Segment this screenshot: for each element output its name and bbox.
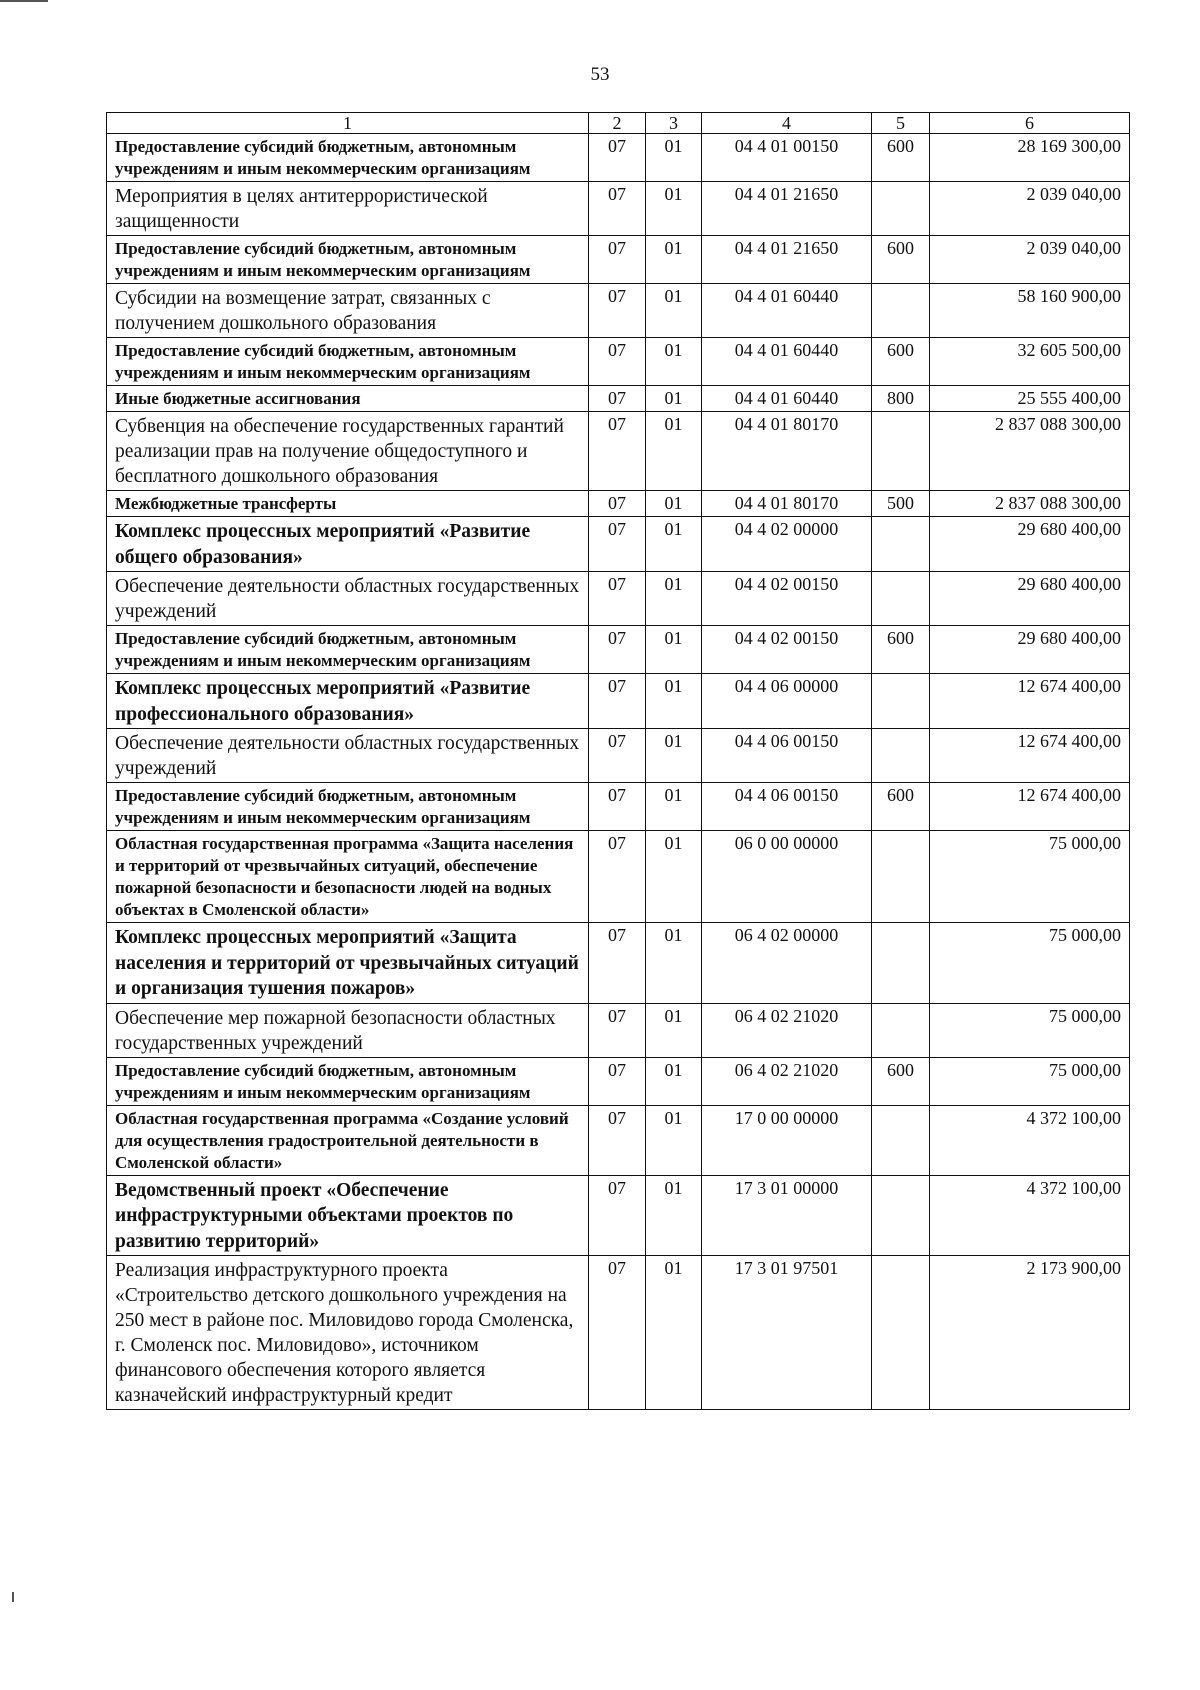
row-target-article-cell: 06 4 02 21020: [702, 1057, 872, 1105]
row-subsection-cell: 01: [646, 729, 702, 783]
row-section-cell: 07: [589, 517, 646, 572]
column-header-4: 4: [702, 113, 872, 134]
scan-edge-mark: [12, 1592, 14, 1602]
row-name-cell: Мероприятия в целях антитеррористической защищенности: [107, 182, 589, 236]
row-expense-type-cell: [872, 182, 930, 236]
row-name-cell: Субсидии на возмещение затрат, связанных с получением дошкольного образования: [107, 284, 589, 338]
table-row: [107, 412, 1130, 491]
row-amount-cell: 2 837 088 300,00: [930, 491, 1130, 517]
row-target-article-cell: 04 4 02 00150: [702, 572, 872, 626]
row-target-article-cell: 06 4 02 21020: [702, 1003, 872, 1057]
row-name-cell: Межбюджетные трансферты: [107, 491, 589, 517]
row-amount-cell: 75 000,00: [930, 923, 1130, 1004]
table-row: [107, 674, 1130, 729]
row-expense-type-cell: 600: [872, 236, 930, 284]
row-name-cell: Предоставление субсидий бюджетным, автономным учреждениям и иным некоммерческим организациям: [107, 626, 589, 674]
row-name-cell: Предоставление субсидий бюджетным, автономным учреждениям и иным некоммерческим организациям: [107, 1057, 589, 1105]
row-target-article-cell: 17 0 00 00000: [702, 1105, 872, 1175]
row-name-cell: Областная государственная программа «Защита населения и территорий от чрезвычайных ситуаций, обеспечение пожарной безопасности и безопасности людей на водных объектах в Смоленской области»: [107, 831, 589, 923]
table-header-row: [107, 113, 1130, 134]
row-section-cell: 07: [589, 338, 646, 386]
table-row: [107, 182, 1130, 236]
row-subsection-cell: 01: [646, 134, 702, 182]
row-name-cell: Обеспечение деятельности областных государственных учреждений: [107, 729, 589, 783]
row-amount-cell: 75 000,00: [930, 1003, 1130, 1057]
row-section-cell: 07: [589, 923, 646, 1004]
row-section-cell: 07: [589, 182, 646, 236]
row-expense-type-cell: 500: [872, 491, 930, 517]
row-amount-cell: 29 680 400,00: [930, 572, 1130, 626]
row-section-cell: 07: [589, 626, 646, 674]
table-body: [107, 134, 1130, 1410]
row-expense-type-cell: [872, 1003, 930, 1057]
row-section-cell: 07: [589, 1175, 646, 1256]
table-row: [107, 729, 1130, 783]
row-name-cell: Ведомственный проект «Обеспечение инфраструктурными объектами проектов по развитию территорий»: [107, 1175, 589, 1256]
row-expense-type-cell: [872, 572, 930, 626]
row-section-cell: 07: [589, 783, 646, 831]
row-section-cell: 07: [589, 284, 646, 338]
row-name-cell: Предоставление субсидий бюджетным, автономным учреждениям и иным некоммерческим организациям: [107, 134, 589, 182]
row-target-article-cell: 06 4 02 00000: [702, 923, 872, 1004]
table-row: [107, 517, 1130, 572]
row-section-cell: 07: [589, 412, 646, 491]
row-amount-cell: 2 039 040,00: [930, 182, 1130, 236]
row-subsection-cell: 01: [646, 923, 702, 1004]
row-target-article-cell: 04 4 01 60440: [702, 338, 872, 386]
column-header-1: 1: [107, 113, 589, 134]
row-amount-cell: 28 169 300,00: [930, 134, 1130, 182]
table-row: [107, 1057, 1130, 1105]
row-subsection-cell: 01: [646, 491, 702, 517]
table-row: [107, 572, 1130, 626]
row-subsection-cell: 01: [646, 1256, 702, 1410]
table-row: [107, 626, 1130, 674]
row-name-cell: Комплекс процессных мероприятий «Развитие общего образования»: [107, 517, 589, 572]
row-subsection-cell: 01: [646, 626, 702, 674]
table-row: [107, 338, 1130, 386]
row-section-cell: 07: [589, 1256, 646, 1410]
row-amount-cell: 4 372 100,00: [930, 1105, 1130, 1175]
row-name-cell: Обеспечение мер пожарной безопасности областных государственных учреждений: [107, 1003, 589, 1057]
row-amount-cell: 75 000,00: [930, 1057, 1130, 1105]
row-expense-type-cell: 600: [872, 1057, 930, 1105]
row-expense-type-cell: [872, 517, 930, 572]
row-subsection-cell: 01: [646, 831, 702, 923]
row-amount-cell: 29 680 400,00: [930, 517, 1130, 572]
row-target-article-cell: 04 4 01 21650: [702, 236, 872, 284]
row-name-cell: Комплекс процессных мероприятий «Развитие профессионального образования»: [107, 674, 589, 729]
row-section-cell: 07: [589, 236, 646, 284]
table-row: [107, 284, 1130, 338]
row-subsection-cell: 01: [646, 517, 702, 572]
row-target-article-cell: 04 4 01 80170: [702, 491, 872, 517]
table-row: [107, 1105, 1130, 1175]
row-target-article-cell: 04 4 01 60440: [702, 284, 872, 338]
row-subsection-cell: 01: [646, 386, 702, 412]
row-expense-type-cell: 600: [872, 338, 930, 386]
row-amount-cell: 12 674 400,00: [930, 729, 1130, 783]
row-section-cell: 07: [589, 1105, 646, 1175]
row-section-cell: 07: [589, 386, 646, 412]
row-target-article-cell: 04 4 06 00150: [702, 783, 872, 831]
row-target-article-cell: 04 4 01 21650: [702, 182, 872, 236]
row-section-cell: 07: [589, 674, 646, 729]
row-expense-type-cell: [872, 674, 930, 729]
row-subsection-cell: 01: [646, 783, 702, 831]
row-name-cell: Предоставление субсидий бюджетным, автономным учреждениям и иным некоммерческим организациям: [107, 783, 589, 831]
row-expense-type-cell: 600: [872, 626, 930, 674]
row-target-article-cell: 06 0 00 00000: [702, 831, 872, 923]
row-section-cell: 07: [589, 1057, 646, 1105]
row-amount-cell: 25 555 400,00: [930, 386, 1130, 412]
table-row: [107, 134, 1130, 182]
row-name-cell: Предоставление субсидий бюджетным, автономным учреждениям и иным некоммерческим организациям: [107, 236, 589, 284]
row-expense-type-cell: [872, 729, 930, 783]
row-expense-type-cell: 600: [872, 134, 930, 182]
row-name-cell: Предоставление субсидий бюджетным, автономным учреждениям и иным некоммерческим организациям: [107, 338, 589, 386]
table-row: [107, 491, 1130, 517]
row-name-cell: Иные бюджетные ассигнования: [107, 386, 589, 412]
row-subsection-cell: 01: [646, 572, 702, 626]
row-subsection-cell: 01: [646, 1057, 702, 1105]
table-row: [107, 923, 1130, 1004]
column-header-2: 2: [589, 113, 646, 134]
row-amount-cell: 2 173 900,00: [930, 1256, 1130, 1410]
row-subsection-cell: 01: [646, 1003, 702, 1057]
column-header-5: 5: [872, 113, 930, 134]
page-number: 53: [590, 64, 610, 85]
row-subsection-cell: 01: [646, 1105, 702, 1175]
row-subsection-cell: 01: [646, 236, 702, 284]
row-section-cell: 07: [589, 729, 646, 783]
row-section-cell: 07: [589, 491, 646, 517]
table-row: [107, 831, 1130, 923]
scan-corner-mark: [0, 0, 48, 2]
row-subsection-cell: 01: [646, 412, 702, 491]
row-expense-type-cell: [872, 923, 930, 1004]
row-expense-type-cell: [872, 412, 930, 491]
row-target-article-cell: 04 4 02 00150: [702, 626, 872, 674]
row-target-article-cell: 17 3 01 97501: [702, 1256, 872, 1410]
column-header-6: 6: [930, 113, 1130, 134]
row-target-article-cell: 04 4 01 60440: [702, 386, 872, 412]
row-target-article-cell: 17 3 01 00000: [702, 1175, 872, 1256]
column-header-3: 3: [646, 113, 702, 134]
row-name-cell: Реализация инфраструктурного проекта «Строительство детского дошкольного учреждения на 250 мест в районе пос. Миловидово города Смоленска, г. Смоленск пос. Миловидово», источником финансового обеспечения которого является казначейский инфраструктурный кредит: [107, 1256, 589, 1410]
row-expense-type-cell: [872, 284, 930, 338]
row-amount-cell: 12 674 400,00: [930, 674, 1130, 729]
table-row: [107, 386, 1130, 412]
row-expense-type-cell: 800: [872, 386, 930, 412]
row-target-article-cell: 04 4 01 00150: [702, 134, 872, 182]
row-amount-cell: 75 000,00: [930, 831, 1130, 923]
row-name-cell: Комплекс процессных мероприятий «Защита населения и территорий от чрезвычайных ситуаций и организация тушения пожаров»: [107, 923, 589, 1004]
row-amount-cell: 29 680 400,00: [930, 626, 1130, 674]
table-row: [107, 1256, 1130, 1410]
row-subsection-cell: 01: [646, 338, 702, 386]
row-target-article-cell: 04 4 06 00150: [702, 729, 872, 783]
row-expense-type-cell: [872, 1105, 930, 1175]
row-subsection-cell: 01: [646, 1175, 702, 1256]
row-section-cell: 07: [589, 831, 646, 923]
row-subsection-cell: 01: [646, 182, 702, 236]
table-row: [107, 783, 1130, 831]
row-amount-cell: 12 674 400,00: [930, 783, 1130, 831]
row-expense-type-cell: 600: [872, 783, 930, 831]
row-expense-type-cell: [872, 831, 930, 923]
row-section-cell: 07: [589, 134, 646, 182]
row-expense-type-cell: [872, 1256, 930, 1410]
row-section-cell: 07: [589, 572, 646, 626]
row-name-cell: Субвенция на обеспечение государственных гарантий реализации прав на получение общедоступного и бесплатного дошкольного образования: [107, 412, 589, 491]
budget-table: [106, 112, 1130, 1410]
table-row: [107, 1175, 1130, 1256]
row-target-article-cell: 04 4 06 00000: [702, 674, 872, 729]
row-name-cell: Обеспечение деятельности областных государственных учреждений: [107, 572, 589, 626]
row-expense-type-cell: [872, 1175, 930, 1256]
row-amount-cell: 4 372 100,00: [930, 1175, 1130, 1256]
row-amount-cell: 58 160 900,00: [930, 284, 1130, 338]
row-subsection-cell: 01: [646, 284, 702, 338]
row-subsection-cell: 01: [646, 674, 702, 729]
row-target-article-cell: 04 4 02 00000: [702, 517, 872, 572]
table-row: [107, 236, 1130, 284]
row-amount-cell: 2 837 088 300,00: [930, 412, 1130, 491]
row-amount-cell: 2 039 040,00: [930, 236, 1130, 284]
table-row: [107, 1003, 1130, 1057]
row-target-article-cell: 04 4 01 80170: [702, 412, 872, 491]
row-name-cell: Областная государственная программа «Создание условий для осуществления градостроительной деятельности в Смоленской области»: [107, 1105, 589, 1175]
row-amount-cell: 32 605 500,00: [930, 338, 1130, 386]
row-section-cell: 07: [589, 1003, 646, 1057]
